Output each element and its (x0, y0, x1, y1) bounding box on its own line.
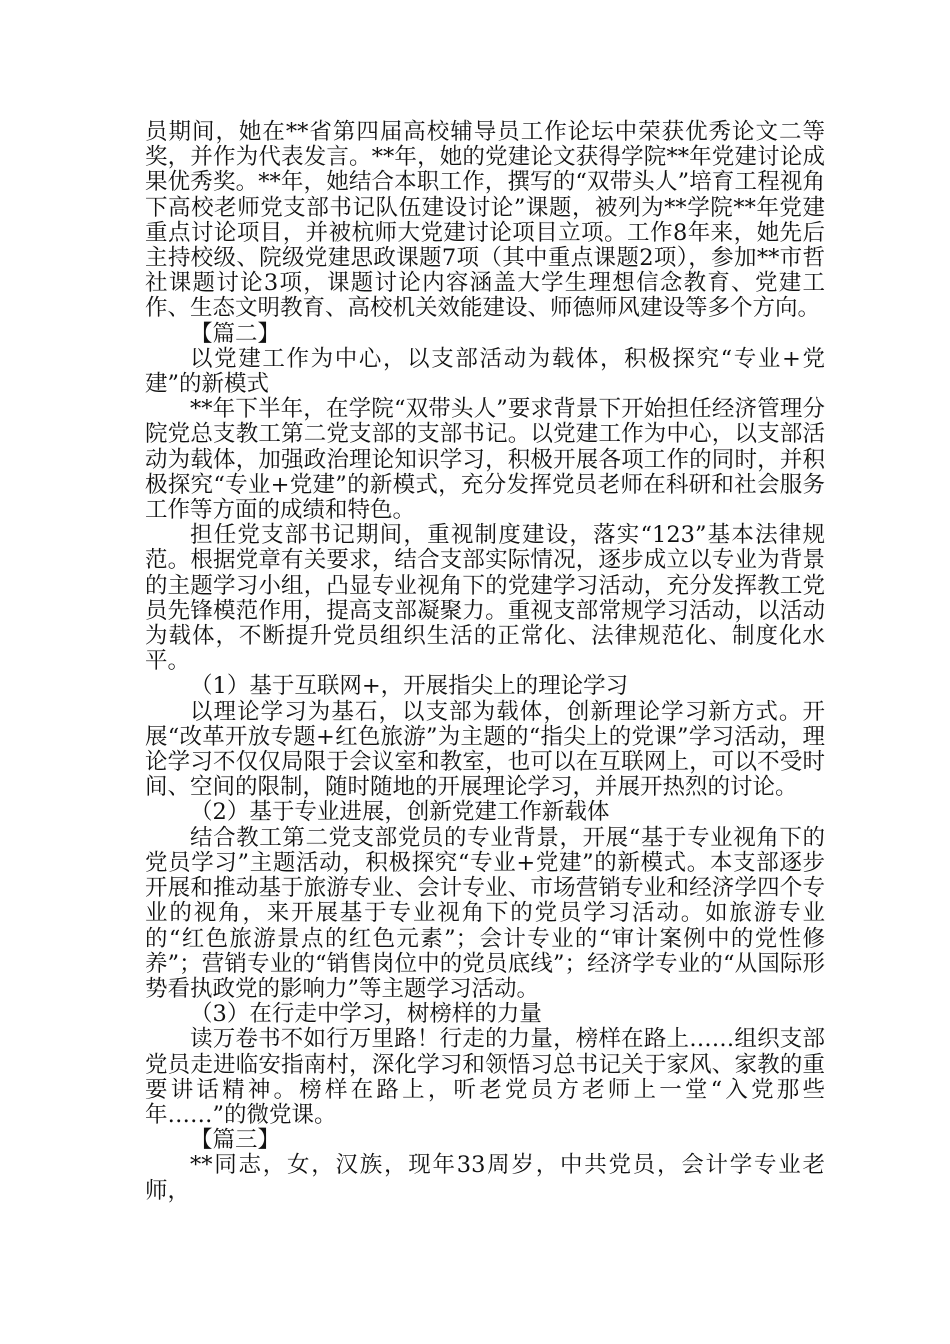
subheading-professional-development: （2）基于专业进展，创新党建工作新载体 (190, 799, 610, 826)
paragraph-theme-title: 以党建工作为中心，以支部活动为载体，积极探究“专业+党建”的新模式 (145, 345, 825, 398)
paragraph-system-building: 担任党支部书记期间，重视制度建设，落实“123”基本法律规范。根据党章有关要求，结合支部实际情况，逐步成立以专业为背景的主题学习小组，凸显专业视角下的党建学习活动，充分发挥教工党员先锋模范作用，提高支部凝聚力。重视支部常规学习活动，以活动为载体，不断提升党员组织生活的正常化、法律规范化、制度化水平。 (145, 522, 825, 675)
paragraph-professional-perspective: 结合教工第二党支部党员的专业背景，开展“基于专业视角下的党员学习”主题活动，积极探究“专业+党建”的新模式。本支部逐步开展和推动基于旅游专业、会计专业、市场营销专业和经济学四个专业的视角，来开展基于专业视角下的党员学习活动。如旅游专业的“红色旅游景点的红色元素”；会计专业的“审计案例中的党性修养”；营销专业的“销售岗位中的党员底线”；经济学专业的“从国际形势看执政党的影响力”等主题学习活动。 (145, 824, 825, 1002)
paragraph-theory-learning: 以理论学习为基石，以支部为载体，创新理论学习新方式。开展“改革开放专题+红色旅游”为主题的“指尖上的党课”学习活动，理论学习不仅仅局限于会议室和教室，也可以在互联网上，可以不受时间、空间的限制，随时随地的开展理论学习，并展开热烈的讨论。 (145, 698, 825, 801)
subheading-learning-by-walking: （3）在行走中学习，树榜样的力量 (190, 1001, 542, 1028)
subheading-internet-learning: （1）基于互联网+，开展指尖上的理论学习 (190, 673, 629, 700)
paragraph-role-models: 读万卷书不如行万里路！行走的力量，榜样在路上……组织支部党员走进临安指南村，深化学习和领悟习总书记关于家风、家教的重要讲话精神。榜样在路上，听老党员方老师上一堂“入党那些年……”的微党课。 (145, 1026, 825, 1128)
paragraph-award-summary: 员期间，她在**省第四届高校辅导员工作论坛中荣获优秀论文二等奖，并作为代表发言。**年，她的党建论文获得学院**年党建讨论成果优秀奖。**年，她结合本职工作，撰写的“双带头人”培育工程视角下高校老师党支部书记队伍建设讨论”课题，被列为**学院**年党建重点讨论项目，并被杭师大党建讨论项目立项。工作8年来，她先后主持校级、院级党建思政课题7项（其中重点课题2项），参加**市哲社课题讨论3项，课题讨论内容涵盖大学生理想信念教育、党建工作、生态文明教育、高校机关效能建设、师德师风建设等多个方向。 (145, 119, 825, 322)
section-heading-part-three: 【篇三】 (190, 1127, 281, 1154)
section-heading-part-two: 【篇二】 (190, 320, 281, 347)
paragraph-comrade-intro: **同志，女，汉族，现年33周岁，中共党员，会计学专业老师， (145, 1152, 825, 1204)
paragraph-branch-secretary: **年下半年，在学院“双带头人”要求背景下开始担任经济管理分院党总支教工第二党支部的支部书记。以党建工作为中心，以支部活动为载体，加强政治理论知识学习，积极开展各项工作的同时，并积极探究“专业+党建”的新模式，充分发挥党员老师在科研和社会服务工作等方面的成绩和特色。 (145, 396, 825, 524)
document-body (145, 120, 825, 1204)
